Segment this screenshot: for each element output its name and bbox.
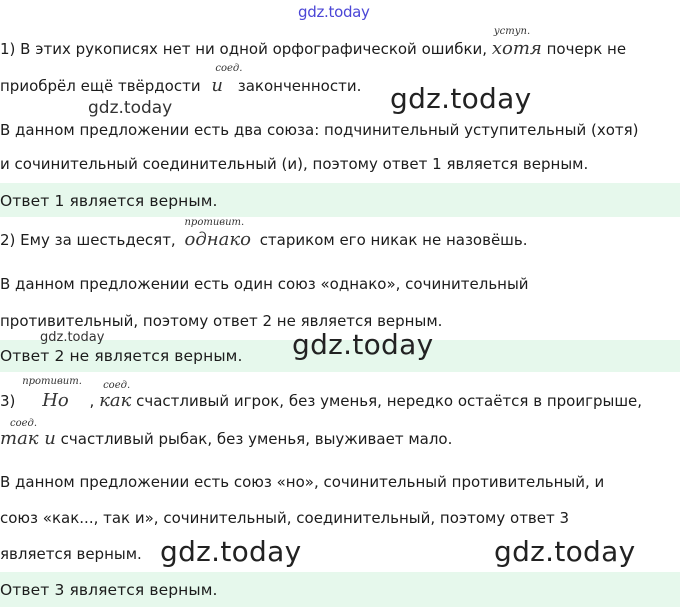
watermark-large-2: gdz.today <box>292 328 434 361</box>
sentence-1-line-2-start: приобрёл ещё твёрдости <box>0 77 201 95</box>
sentence-3-comma: , <box>89 392 95 410</box>
conjunction-hotya <box>491 26 542 59</box>
sentence-3-line-2 <box>0 418 453 449</box>
sentence-3-line-1 <box>0 376 643 411</box>
sentence-2-text-end: стариком его никак не назовёшь. <box>259 231 528 249</box>
explanation-2-line-2: противительный, поэтому ответ 2 не является верным. <box>0 312 443 330</box>
conjunction-no-label: противит. <box>22 376 82 387</box>
sentence-3-text-end: счастливый игрок, без уменья, нередко остаётся в проигрыше, <box>136 392 643 410</box>
conjunction-i-word: и <box>211 75 223 96</box>
explanation-3-line-3: является верным. <box>0 545 142 563</box>
conjunction-no-word: Но <box>42 390 69 411</box>
explanation-1-line-2: и сочинительный соединительный (и), поэтому ответ 1 является верным. <box>0 155 589 173</box>
answer-2: Ответ 2 не является верным. <box>0 347 243 365</box>
explanation-3-line-2: союз «как..., так и», сочинительный, соединительный, поэтому ответ 3 <box>0 509 570 527</box>
conjunction-i-label: соед. <box>215 63 243 74</box>
conjunction-tak-i <box>0 418 56 449</box>
answer-1: Ответ 1 является верным. <box>0 192 218 210</box>
answer-3: Ответ 3 является верным. <box>0 581 218 599</box>
conjunction-no <box>22 376 82 411</box>
conjunction-i <box>211 63 243 96</box>
explanation-1-line-1: В данном предложении есть два союза: подчинительный уступительный (хотя) <box>0 121 639 139</box>
conjunction-tak-i-word: так и <box>0 428 56 449</box>
watermark-small-2: gdz.today <box>40 330 105 345</box>
sentence-1-line-2-end: законченности. <box>237 77 362 95</box>
conjunction-kak-word: как <box>99 390 132 411</box>
sentence-1-line-2 <box>0 63 362 96</box>
watermark-top: gdz.today <box>298 3 370 21</box>
watermark-large-3: gdz.today <box>160 535 302 568</box>
conjunction-odnako-label: противит. <box>184 217 245 228</box>
conjunction-hotya-word: хотя <box>491 38 542 59</box>
sentence-1-text-end: почерк не <box>546 40 627 58</box>
conjunction-odnako-word: однако <box>184 229 251 250</box>
sentence-2 <box>0 217 528 250</box>
watermark-large-4: gdz.today <box>494 535 636 568</box>
conjunction-hotya-label: уступ. <box>493 26 531 37</box>
watermark-large-1: gdz.today <box>390 82 532 115</box>
watermark-small-1: gdz.today <box>88 98 173 118</box>
sentence-1-text-start: 1) В этих рукописях нет ни одной орфографической ошибки, <box>0 40 488 58</box>
conjunction-odnako <box>184 217 251 250</box>
conjunction-tak-i-label: соед. <box>10 418 38 429</box>
sentence-3-number: 3) <box>0 392 16 410</box>
sentence-1-line-1 <box>0 26 627 59</box>
explanation-3-line-1: В данном предложении есть союз «но», сочинительный противительный, и <box>0 473 605 491</box>
explanation-2-line-1: В данном предложении есть один союз «однако», сочинительный <box>0 275 529 293</box>
sentence-2-text-start: 2) Ему за шестьдесят, <box>0 231 176 249</box>
sentence-3-line-2-end: счастливый рыбак, без уменья, выуживает мало. <box>60 430 453 448</box>
conjunction-kak <box>99 380 132 411</box>
conjunction-kak-label: соед. <box>103 380 131 391</box>
